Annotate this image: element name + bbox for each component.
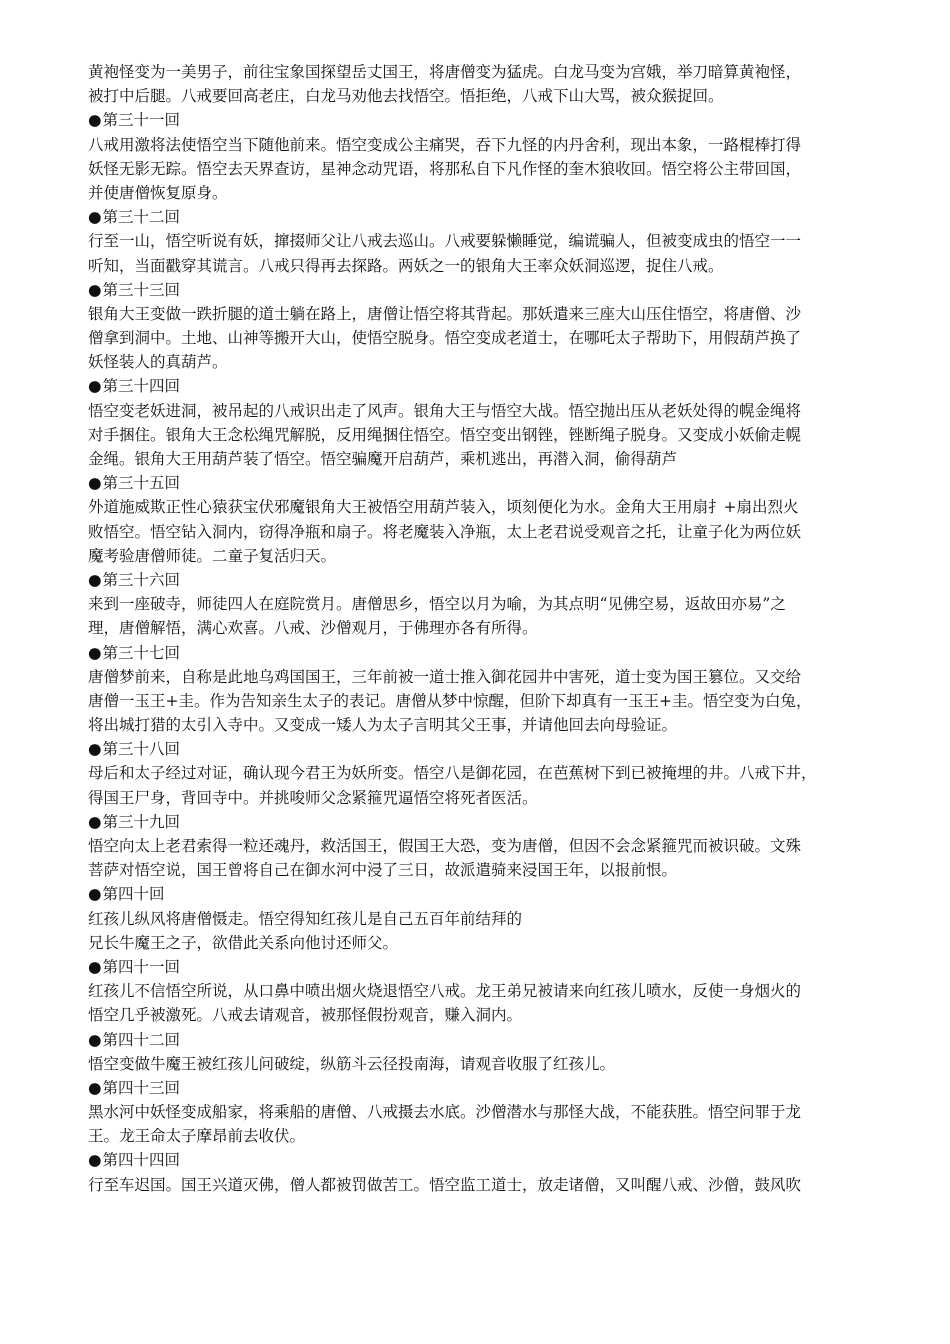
bullet-icon: ●: [88, 957, 102, 976]
bullet-icon: ●: [88, 377, 102, 396]
summary-text-line: 理，唐僧解悟，满心欢喜。八戒、沙僧观月，于佛理亦各有所得。: [88, 619, 538, 638]
chapter-title: 第四十四回: [102, 1151, 181, 1170]
bullet-icon: ●: [88, 643, 102, 662]
bullet-icon: ●: [88, 1030, 102, 1049]
chapter-heading: [88, 810, 882, 834]
summary-text-line: 败悟空。悟空钻入洞内，窃得净瓶和扇子。将老魔装入净瓶，太上老君说受观音之托，让童子化为两位妖: [88, 522, 802, 541]
chapter-title: 第三十六回: [102, 570, 181, 589]
summary-text-line: 唐僧梦前来，自称是此地乌鸡国国王，三年前被一道士推入御花园井中害死，道士变为国王篡位。又交给: [88, 667, 802, 686]
summary-text-line: 对手捆住。银角大王念松绳咒解脱，反用绳捆住悟空。悟空变出钢锉，锉断绳子脱身。又变成小妖偷走幌: [88, 425, 802, 444]
summary-text-line: 行至车迟国。国王兴道灭佛，僧人都被罚做苦工。悟空监工道士，放走诸僧，又叫醒八戒、沙僧，鼓风吹: [88, 1175, 802, 1194]
chapter-heading: [88, 108, 882, 132]
bullet-icon: ●: [88, 740, 102, 759]
summary-text-line: 兄长牛魔王之子，欲借此关系向他讨还师父。: [88, 933, 399, 952]
summary-text-line: 金绳。银角大王用葫芦装了悟空。悟空骗魔开启葫芦，乘机逃出，再潜入洞，偷得葫芦: [88, 450, 678, 468]
chapter-title: 第三十八回: [102, 740, 181, 759]
chapter-heading: [88, 1028, 882, 1052]
chapter-title: 第四十二回: [102, 1030, 181, 1049]
chapter-heading: [88, 374, 882, 398]
chapter-heading: [88, 641, 882, 665]
summary-text-line: 唐僧一玉王+圭。作为告知亲生太子的表记。唐僧从梦中惊醒，但阶下却真有一玉王+圭。悟空变为白兔，: [88, 691, 812, 710]
chapter-title: 第三十一回: [102, 111, 181, 130]
summary-text-line: 得国王尸身，背回寺中。并挑唆师父念紧箍咒逼悟空将死者医活。: [88, 788, 538, 807]
summary-text-line: 悟空向太上老君索得一粒还魂丹，救活国王，假国王大恐，变为唐僧，但因不会念紧箍咒而被识破。文殊: [88, 837, 802, 855]
summary-text-line: 悟空变做牛魔王被红孩儿问破绽，纵筋斗云径投南海，请观音收服了红孩儿。: [88, 1054, 616, 1073]
chapter-title: 第三十七回: [102, 643, 181, 662]
summary-text-line: 黑水河中妖怪变成船家，将乘船的唐僧、八戒摄去水底。沙僧潜水与那怪大战，不能获胜。悟空问罪于龙: [88, 1103, 802, 1122]
summary-text-line: 听知，当面戳穿其谎言。八戒只得再去探路。两妖之一的银角大王率众妖洞巡逻，捉住八戒。: [88, 256, 724, 275]
chapter-title: 第四十一回: [102, 957, 181, 976]
summary-text-line: 红孩儿纵风将唐僧慑走。悟空得知红孩儿是自己五百年前结拜的: [88, 909, 523, 928]
chapter-heading: [88, 1076, 882, 1100]
chapter-heading: [88, 278, 882, 302]
chapter-title: 第三十四回: [102, 377, 181, 396]
summary-text-line: 黄袍怪变为一美男子，前往宝象国探望岳丈国王，将唐僧变为猛虎。白龙马变为宫娥，举刀暗算黄袍怪，: [88, 63, 802, 81]
summary-text-line: 悟空变老妖进洞，被吊起的八戒识出走了风声。银角大王与悟空大战。悟空抛出压从老妖处得的幌金绳将: [88, 401, 802, 420]
chapter-heading: [88, 882, 882, 906]
chapter-title: 第三十二回: [102, 208, 181, 227]
bullet-icon: ●: [88, 208, 102, 227]
summary-text-line: 红孩儿不信悟空所说，从口鼻中喷出烟火烧退悟空八戒。龙王弟兄被请来向红孩儿喷水，反使一身烟火的: [88, 982, 802, 1001]
summary-text-line: 外道施威欺正性心猿获宝伏邪魔银角大王被悟空用葫芦装入，顷刻便化为水。金角大王用扇扌+扇出烈火: [88, 498, 799, 517]
bullet-icon: ●: [88, 1151, 102, 1170]
summary-text-line: 将出城打猎的太引入寺中。又变成一矮人为太子言明其父王事，并请他回去向母验证。: [88, 716, 678, 735]
chapter-heading: [88, 471, 882, 495]
chapter-heading: [88, 737, 882, 761]
summary-text-line: 妖怪装人的真葫芦。: [88, 353, 228, 372]
bullet-icon: ●: [88, 280, 102, 299]
chapter-title: 第四十三回: [102, 1078, 181, 1097]
summary-text-line: 魔考验唐僧师徒。二童子复活归天。: [88, 546, 337, 565]
summary-text-line: 八戒用激将法使悟空当下随他前来。悟空变成公主痛哭，吞下九怪的内丹舍利，现出本象，一路棍棒打得: [88, 135, 802, 154]
summary-text-line: 妖怪无影无踪。悟空去天界查访，星神念动咒语，将那私自下凡作怪的奎木狼收回。悟空将公主带回国，: [88, 159, 802, 178]
summary-text-line: 母后和太子经过对证，确认现今君王为妖所变。悟空八是御花园，在芭蕉树下到已被掩埋的井。八戒下井，: [88, 764, 817, 783]
summary-text-line: 银角大王变做一跌折腿的道士躺在路上，唐僧让悟空将其背起。那妖遣来三座大山压住悟空，将唐僧、沙: [88, 304, 802, 323]
bullet-icon: ●: [88, 570, 102, 589]
chapter-heading: [88, 1148, 882, 1172]
summary-text-line: 行至一山，悟空听说有妖，撺掇师父让八戒去巡山。八戒要躲懒睡觉，编谎骗人，但被变成虫的悟空一一: [88, 232, 802, 251]
summary-text-line: 并使唐僧恢复原身。: [88, 183, 228, 202]
summary-text-line: 僧拿到洞中。土地、山神等搬开大山，使悟空脱身。悟空变成老道士，在哪吒太子帮助下，用假葫芦换了: [88, 329, 802, 348]
summary-text-line: 被打中后腿。八戒要回高老庄，白龙马劝他去找悟空。悟拒绝，八戒下山大骂，被众猴捉回。: [88, 87, 724, 106]
summary-text-line: 来到一座破寺，师徒四人在庭院赏月。唐僧思乡，悟空以月为喻，为其点明“见佛空易，返故田亦易”之: [88, 595, 786, 614]
chapter-title: 第三十五回: [102, 474, 181, 493]
chapter-heading: [88, 205, 882, 229]
chapter-title: 第四十回: [102, 885, 165, 904]
bullet-icon: ●: [88, 885, 102, 904]
bullet-icon: ●: [88, 111, 102, 130]
bullet-icon: ●: [88, 474, 102, 493]
chapter-title: 第三十三回: [102, 280, 181, 299]
summary-text-line: 菩萨对悟空说，国王曾将自己在御水河中浸了三日，故派遣骑来浸国王年，以报前恨。: [88, 861, 678, 880]
chapter-heading: [88, 568, 882, 592]
summary-text-line: 悟空几乎被激死。八戒去请观音，被那怪假扮观音，赚入洞内。: [88, 1006, 523, 1025]
bullet-icon: ●: [88, 812, 102, 831]
chapter-title: 第三十九回: [102, 812, 181, 831]
summary-text-line: 王。龙王命太子摩昂前去收伏。: [88, 1127, 306, 1146]
chapter-heading: [88, 955, 882, 979]
bullet-icon: ●: [88, 1078, 102, 1097]
